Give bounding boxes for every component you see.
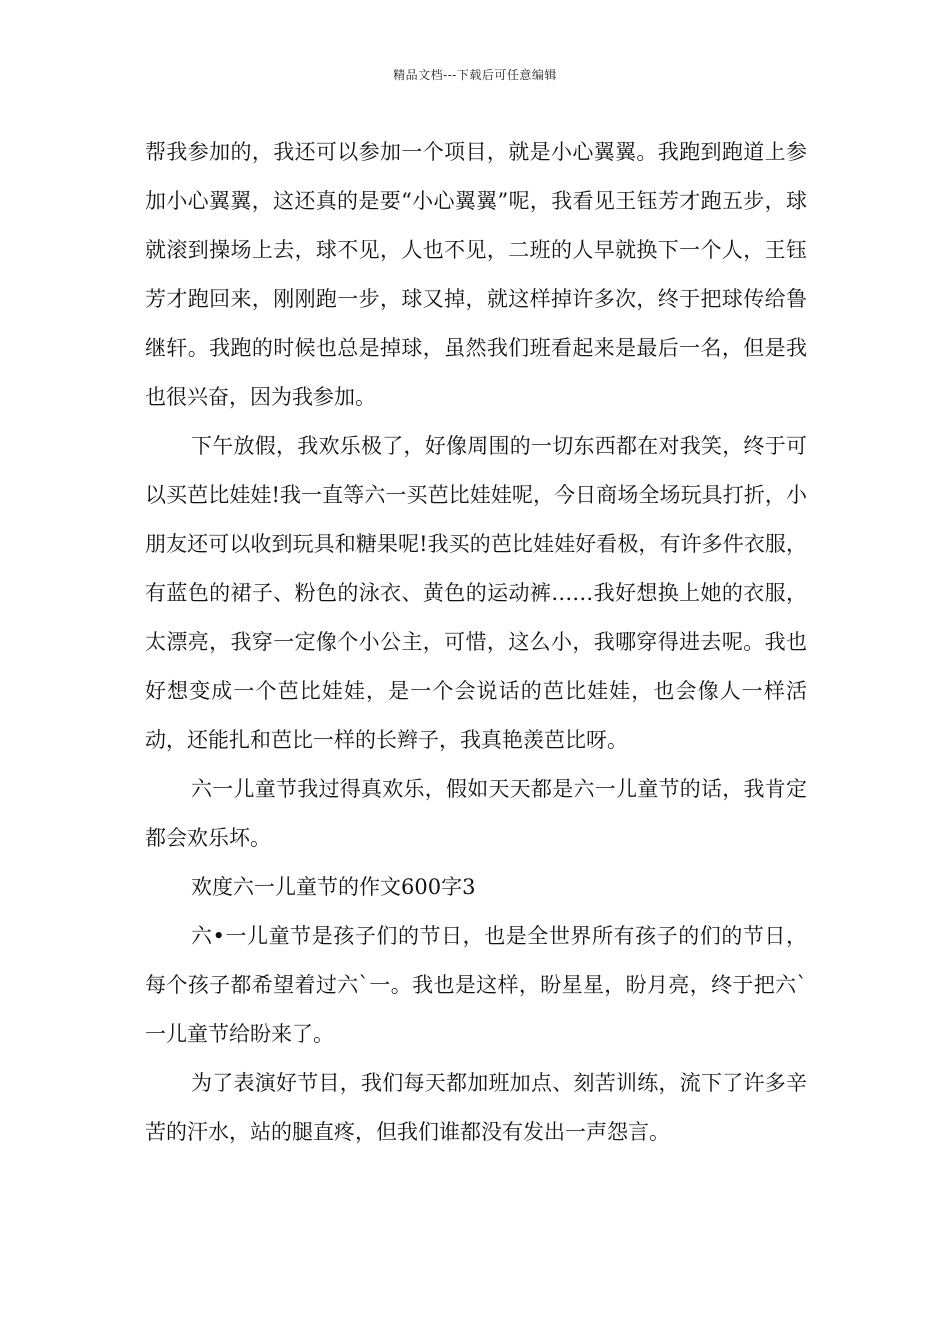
paragraph-continued: 帮我参加的，我还可以参加一个项目，就是小心翼翼。我跑到跑道上参加小心翼翼，这还真的是要“小心翼翼”呢，我看见王钰芳才跑五步，球就滚到操场上去，球不见，人也不见，二班的人早就换下一个人，王钰芳才跑回来，刚刚跑一步，球又掉，就这样掉许多次，终于把球传给鲁继轩。我跑的时候也总是掉球，虽然我们班看起来是最后一名，但是我也很兴奋，因为我参加。 — [145, 140, 807, 409]
paragraph-afternoon: 下午放假，我欢乐极了，好像周围的一切东西都在对我笑，终于可以买芭比娃娃!我一直等六一买芭比娃娃呢，今日商场全场玩具打折，小朋友还可以收到玩具和糖果呢!我买的芭比娃娃好看极，有许多件衣服，有蓝色的裙子、粉色的泳衣、黄色的运动裤……我好想换上她的衣服，太漂亮，我穿一定像个小公主，可惜，这么小，我哪穿得进去呢。我也好想变成一个芭比娃娃，是一个会说话的芭比娃娃，也会像人一样活动，还能扎和芭比一样的长辫子，我真艳羡芭比呀。 — [145, 434, 807, 752]
paragraph-conclusion: 六一儿童节我过得真欢乐，假如天天都是六一儿童节的话，我肯定都会欢乐坏。 — [145, 777, 807, 850]
document-body — [145, 128, 807, 1157]
paragraph-intro: 六•一儿童节是孩子们的节日，也是全世界所有孩子的们的节日，每个孩子都希望着过六`一。我也是这样，盼星星，盼月亮，终于把六`一儿童节给盼来了。 — [145, 924, 807, 1046]
paragraph-practice: 为了表演好节目，我们每天都加班加点、刻苦训练，流下了许多辛苦的汗水，站的腿直疼，但我们谁都没有发出一声怨言。 — [145, 1071, 807, 1144]
essay-subtitle: 欢度六一儿童节的作文600字3 — [191, 875, 476, 899]
page-header: 精品文档---下载后可任意编辑 — [393, 68, 557, 82]
